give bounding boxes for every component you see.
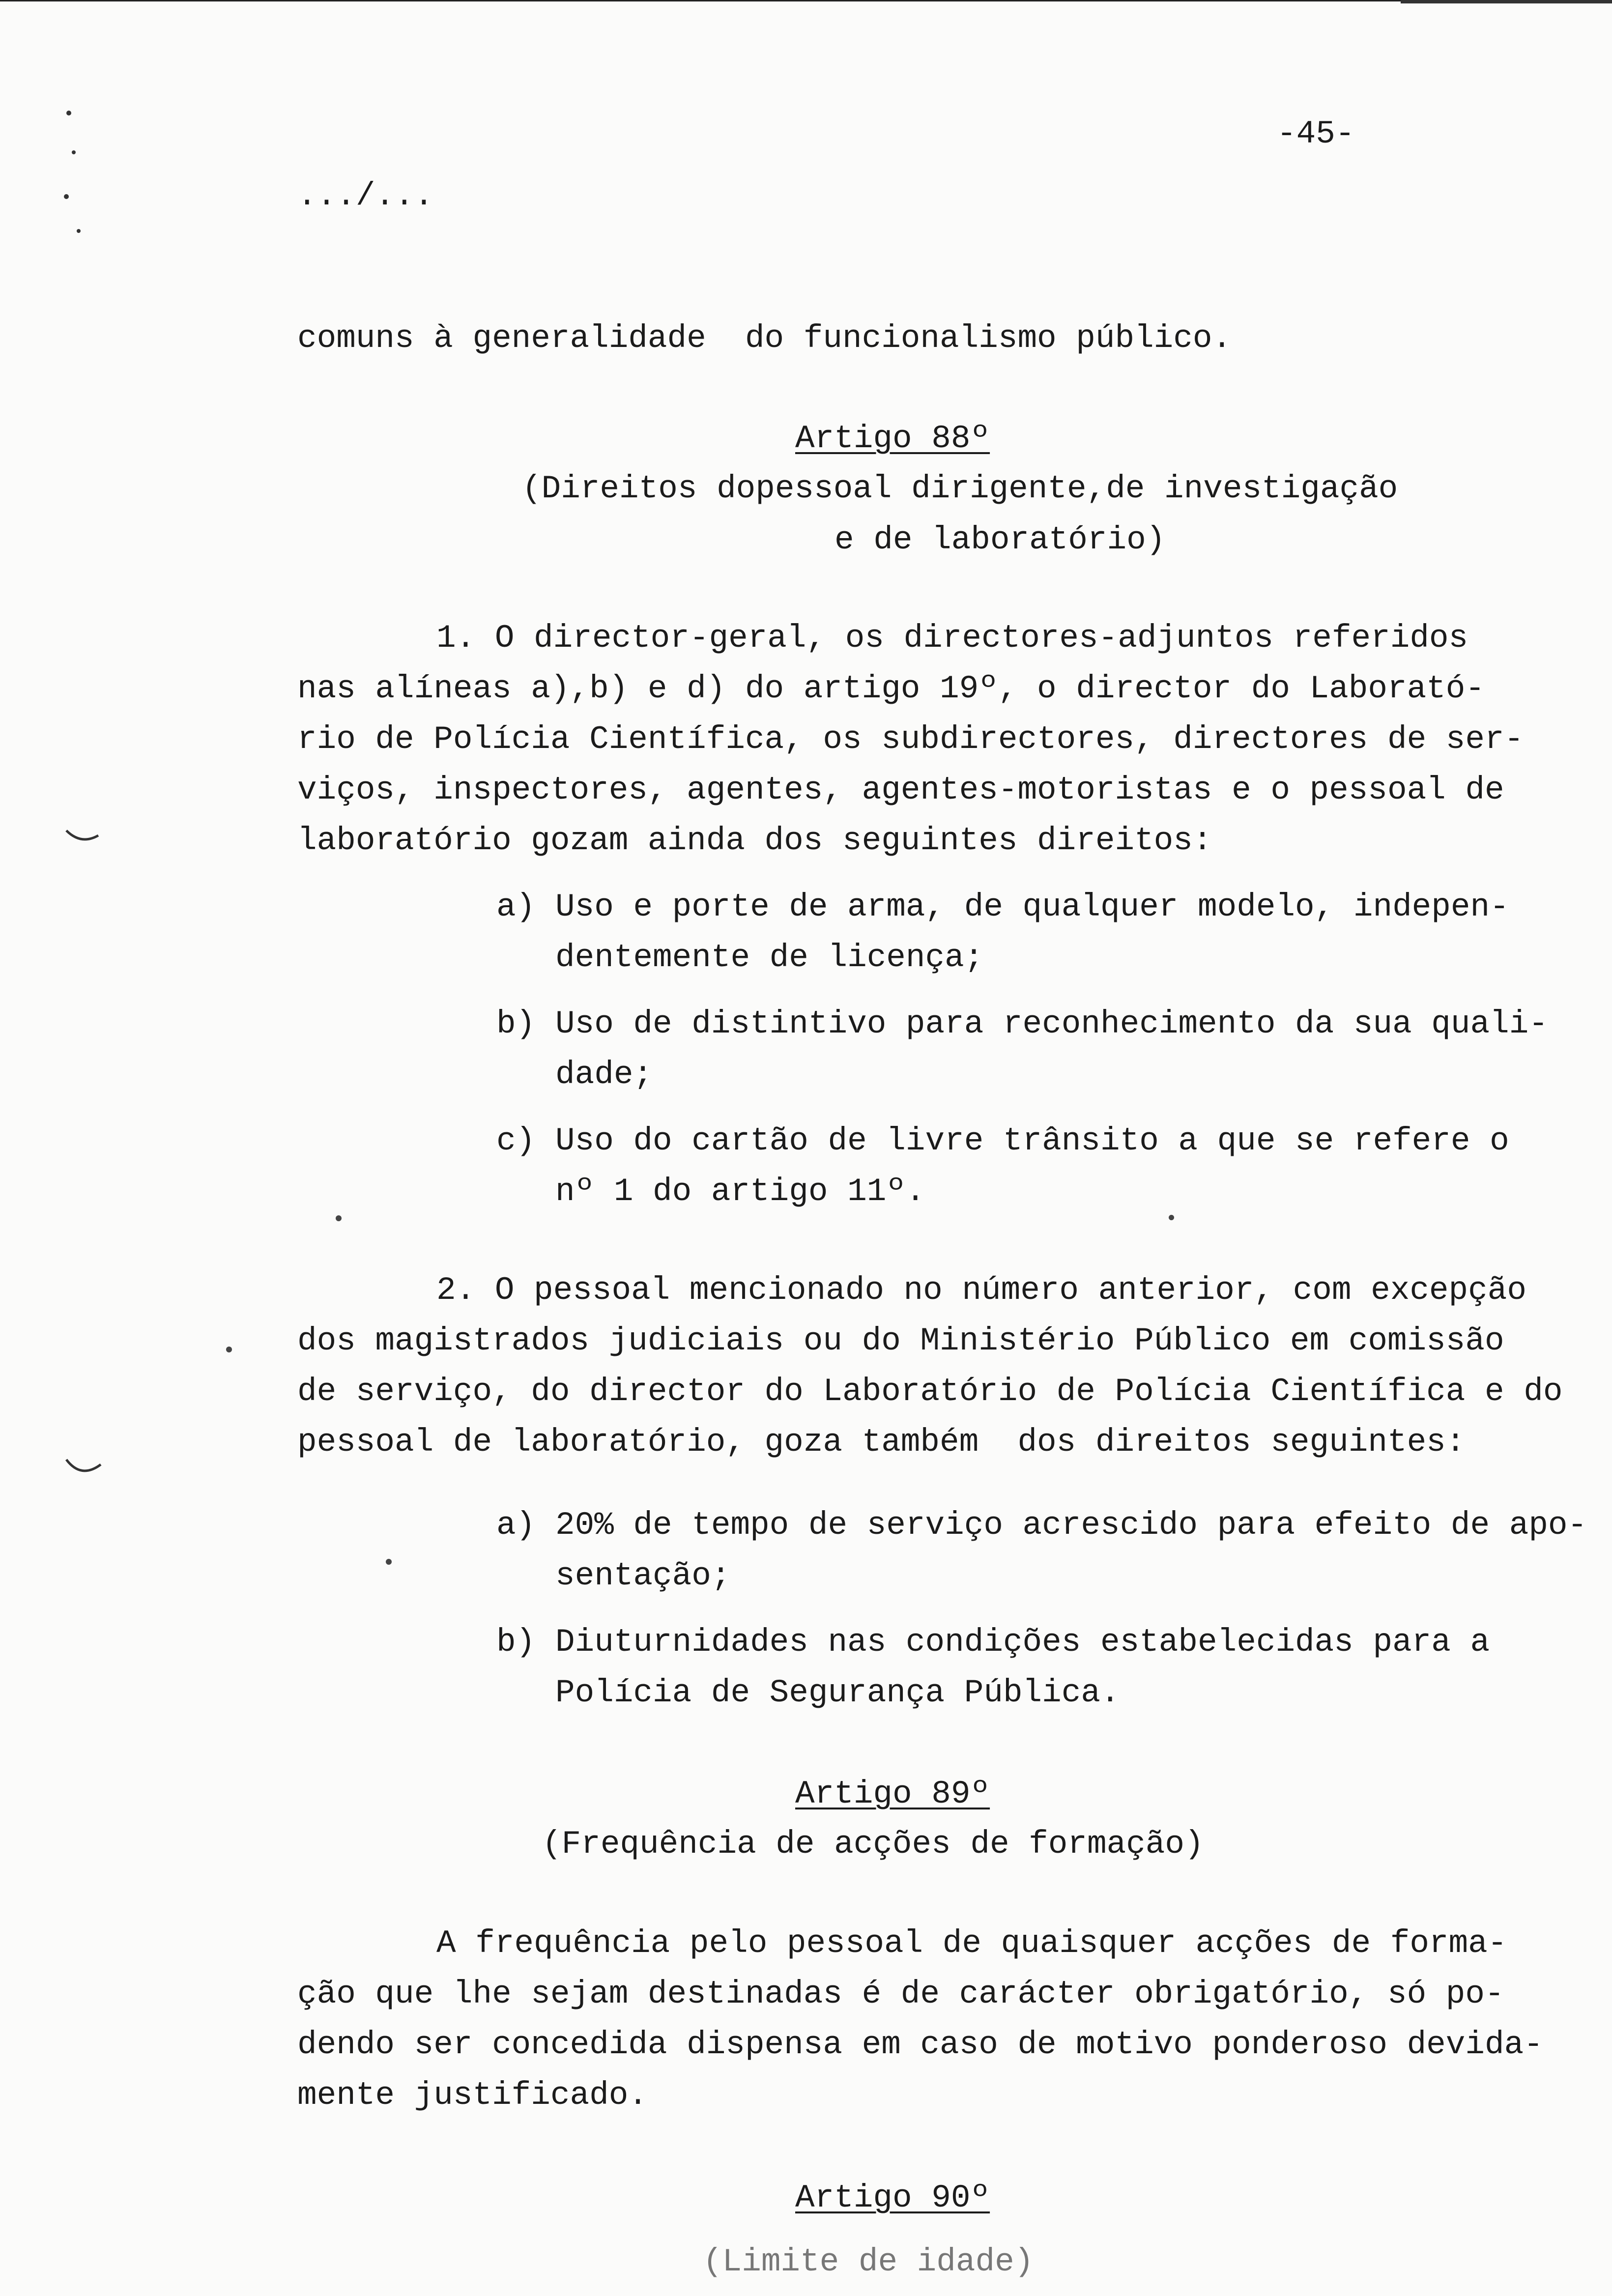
list-item-line2: sentação;: [555, 1557, 731, 1594]
list-item-line1: Uso e porte de arma, de qualquer modelo, indepen-: [555, 889, 1509, 925]
article-88-p1-line4: viços, inspectores, agentes, agentes-motoristas e o pessoal de: [297, 772, 1504, 808]
list-item-line1: Diuturnidades nas condições estabelecidas para a: [555, 1624, 1490, 1661]
intro-line: comuns à generalidade do funcionalismo público.: [297, 320, 1232, 357]
list-item-line1: Uso de distintivo para reconhecimento da sua quali-: [555, 1005, 1548, 1042]
list-item-marker: a): [496, 1507, 536, 1544]
scan-speck: [1169, 1215, 1174, 1220]
list-item-line2: dentemente de licença;: [555, 939, 984, 976]
scan-speck: [226, 1347, 232, 1352]
scan-speck: [336, 1215, 342, 1221]
article-88-subtitle-line1: (Direitos dopessoal dirigente,de investigação: [522, 470, 1398, 507]
article-88-subtitle-line2: e de laboratório): [835, 521, 1166, 558]
article-88-p2-line1: 2. O pessoal mencionado no número anterior, com excepção: [436, 1272, 1526, 1309]
article-88-heading: Artigo 88º: [795, 420, 990, 457]
article-89-p1-line2: ção que lhe sejam destinadas é de carácter obrigatório, só po-: [297, 1976, 1504, 2012]
article-88-p1-line3: rio de Polícia Científica, os subdirectores, directores de ser-: [297, 721, 1524, 758]
article-89-p1-line1: A frequência pelo pessoal de quaisquer acções de forma-: [436, 1925, 1507, 1962]
article-89-heading: Artigo 89º: [795, 1776, 990, 1812]
article-88-p2-line2: dos magistrados judiciais ou do Ministério Público em comissão: [297, 1322, 1504, 1359]
list-item-line2: dade;: [555, 1056, 653, 1093]
page-number: -45-: [1277, 115, 1355, 152]
continuation-mark: .../...: [297, 177, 434, 214]
list-item-marker: a): [496, 889, 536, 925]
article-89-subtitle: (Frequência de acções de formação): [542, 1826, 1204, 1863]
article-88-p2-line3: de serviço, do director do Laboratório de Polícia Científica e do: [297, 1373, 1563, 1410]
list-item-line1: 20% de tempo de serviço acrescido para efeito de apo-: [555, 1507, 1587, 1544]
list-item-line2: Polícia de Segurança Pública.: [555, 1674, 1120, 1711]
left-margin-marks: [0, 0, 128, 2296]
article-88-p2-line4: pessoal de laboratório, goza também dos direitos seguintes:: [297, 1424, 1466, 1461]
article-89-p1-line3: dendo ser concedida dispensa em caso de motivo ponderoso devida-: [297, 2026, 1543, 2063]
list-item-marker: b): [496, 1624, 536, 1661]
article-89-p1-line4: mente justificado.: [297, 2077, 648, 2114]
list-item-line1: Uso do cartão de livre trânsito a que se refere o: [555, 1122, 1509, 1159]
article-88-p1-line1: 1. O director-geral, os directores-adjuntos referidos: [436, 620, 1468, 657]
list-item-marker: b): [496, 1005, 536, 1042]
article-90-subtitle: (Limite de idade): [703, 2243, 1034, 2280]
article-88-p1-line5: laboratório gozam ainda dos seguintes direitos:: [297, 822, 1212, 859]
article-88-p1-line2: nas alíneas a),b) e d) do artigo 19º, o director do Laborató-: [297, 670, 1485, 707]
scan-top-edge: [0, 0, 1612, 4]
list-item-line2: nº 1 do artigo 11º.: [555, 1173, 925, 1210]
list-item-marker: c): [496, 1122, 536, 1159]
article-90-heading: Artigo 90º: [795, 2180, 990, 2216]
scan-speck: [386, 1559, 392, 1565]
